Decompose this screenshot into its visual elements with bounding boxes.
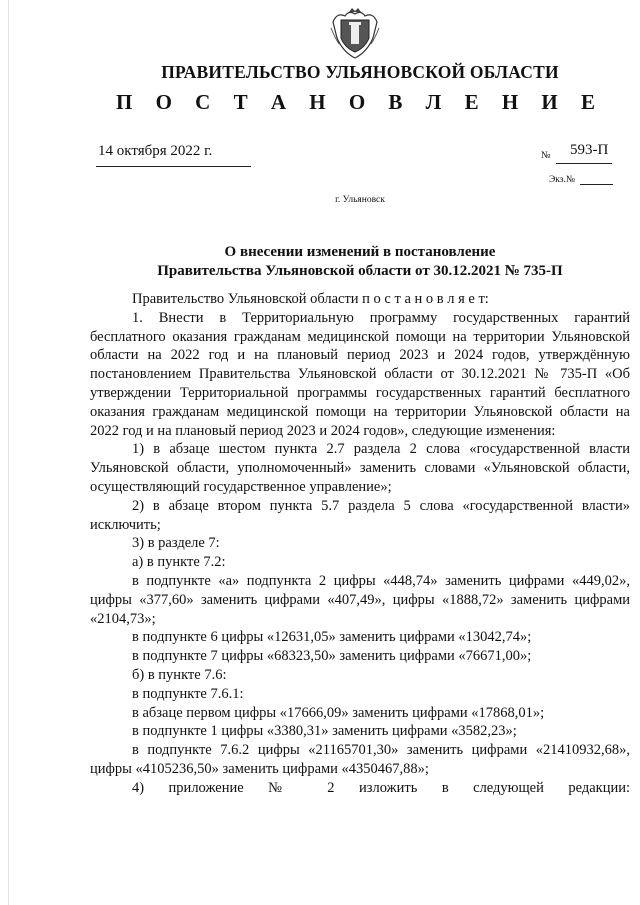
paragraph-subpoint-7-6-1: в подпункте 7.6.1: (132, 685, 244, 702)
number-label: № (541, 150, 551, 161)
coat-of-arms-icon (327, 8, 383, 60)
paragraph-preamble: Правительство Ульяновской области п о с т а н о в л я е т: (132, 291, 489, 307)
organization-name: ПРАВИТЕЛЬСТВО УЛЬЯНОВСКОЙ ОБЛАСТИ (161, 62, 559, 82)
document-date: 14 октября 2022 г. (98, 143, 213, 159)
copy-number-label: Экз.№ (549, 175, 575, 185)
paragraph-point-7-6: б) в пункте 7.6: (132, 666, 227, 683)
title-line-1: О внесении изменений в постановление (224, 244, 496, 260)
paragraph-subpoint-7: в подпункте 7 цифры «68323,50» заменить цифрами «76671,00»; (132, 648, 532, 665)
copy-number-underline (580, 184, 613, 185)
paragraph-point-7-2: а) в пункте 7.2: (132, 554, 226, 571)
paragraph-first-abzac: в абзаце первом цифры «17666,09» заменить цифрами «17868,01»; (132, 704, 545, 721)
city: г. Ульяновск (335, 195, 385, 205)
document-type: П О С Т А Н О В Л Е Н И Е (115, 90, 604, 114)
document-title (90, 243, 630, 281)
paragraph-subpoint-6: в подпункте 6 цифры «12631,05» заменить цифрами «13042,74»; (132, 629, 532, 646)
title-line-2: Правительства Ульяновской области от 30.12.2021 № 735-П (157, 263, 563, 279)
document-number: 593-П (570, 142, 609, 158)
paragraph-item-1: 1. Внести в Территориальную программу государственных гарантий бесплатного оказания гражданам медицинской помощи на территории Ульяновской области на 2022 год и на плановый период 2023 и 2024 годов, утверждённую постановлением Правительства Ульяновской области от 30.12.2021 № 735-П «Об утверждении Территориальной программы государственных гарантий бесплатного оказания гражданам медицинской помощи на территории Ульяновской области на 2022 год и на плановый период 2023 и 2024 годов», следующие изменения: (90, 309, 630, 439)
scan-edge (8, 0, 9, 905)
document-body (90, 290, 630, 798)
paragraph-subitem-3: 3) в разделе 7: (132, 535, 220, 552)
paragraph-subpoint-1: в подпункте 1 цифры «3380,31» заменить цифрами «3582,23»; (132, 723, 517, 740)
paragraph-subitem-1: 1) в абзаце шестом пункта 2.7 раздела 2 слова «государственной власти Ульяновской области, уполномоченный» заменить словами «Ульяновской области, осуществляющий государственное управление»; (90, 441, 630, 495)
paragraph-subpoint-a: в подпункте «а» подпункта 2 цифры «448,74» заменить цифрами «449,02», цифры «377,60» заменить цифрами «407,49», цифры «1888,72» заменить цифрами «2104,73»; (90, 572, 630, 627)
date-underline (96, 166, 251, 167)
number-underline (556, 163, 612, 164)
paragraph-subitem-2: 2) в абзаце втором пункта 5.7 раздела 5 слова «государственной власти» исключить; (90, 497, 630, 533)
paragraph-subpoint-7-6-2: в подпункте 7.6.2 цифры «21165701,30» заменить цифрами «21410932,68», цифры «4105236,50» заменить цифрами «4350467,88»; (90, 742, 630, 777)
paragraph-subitem-4: 4) приложение № 2 изложить в следующей редакции: (132, 779, 630, 796)
